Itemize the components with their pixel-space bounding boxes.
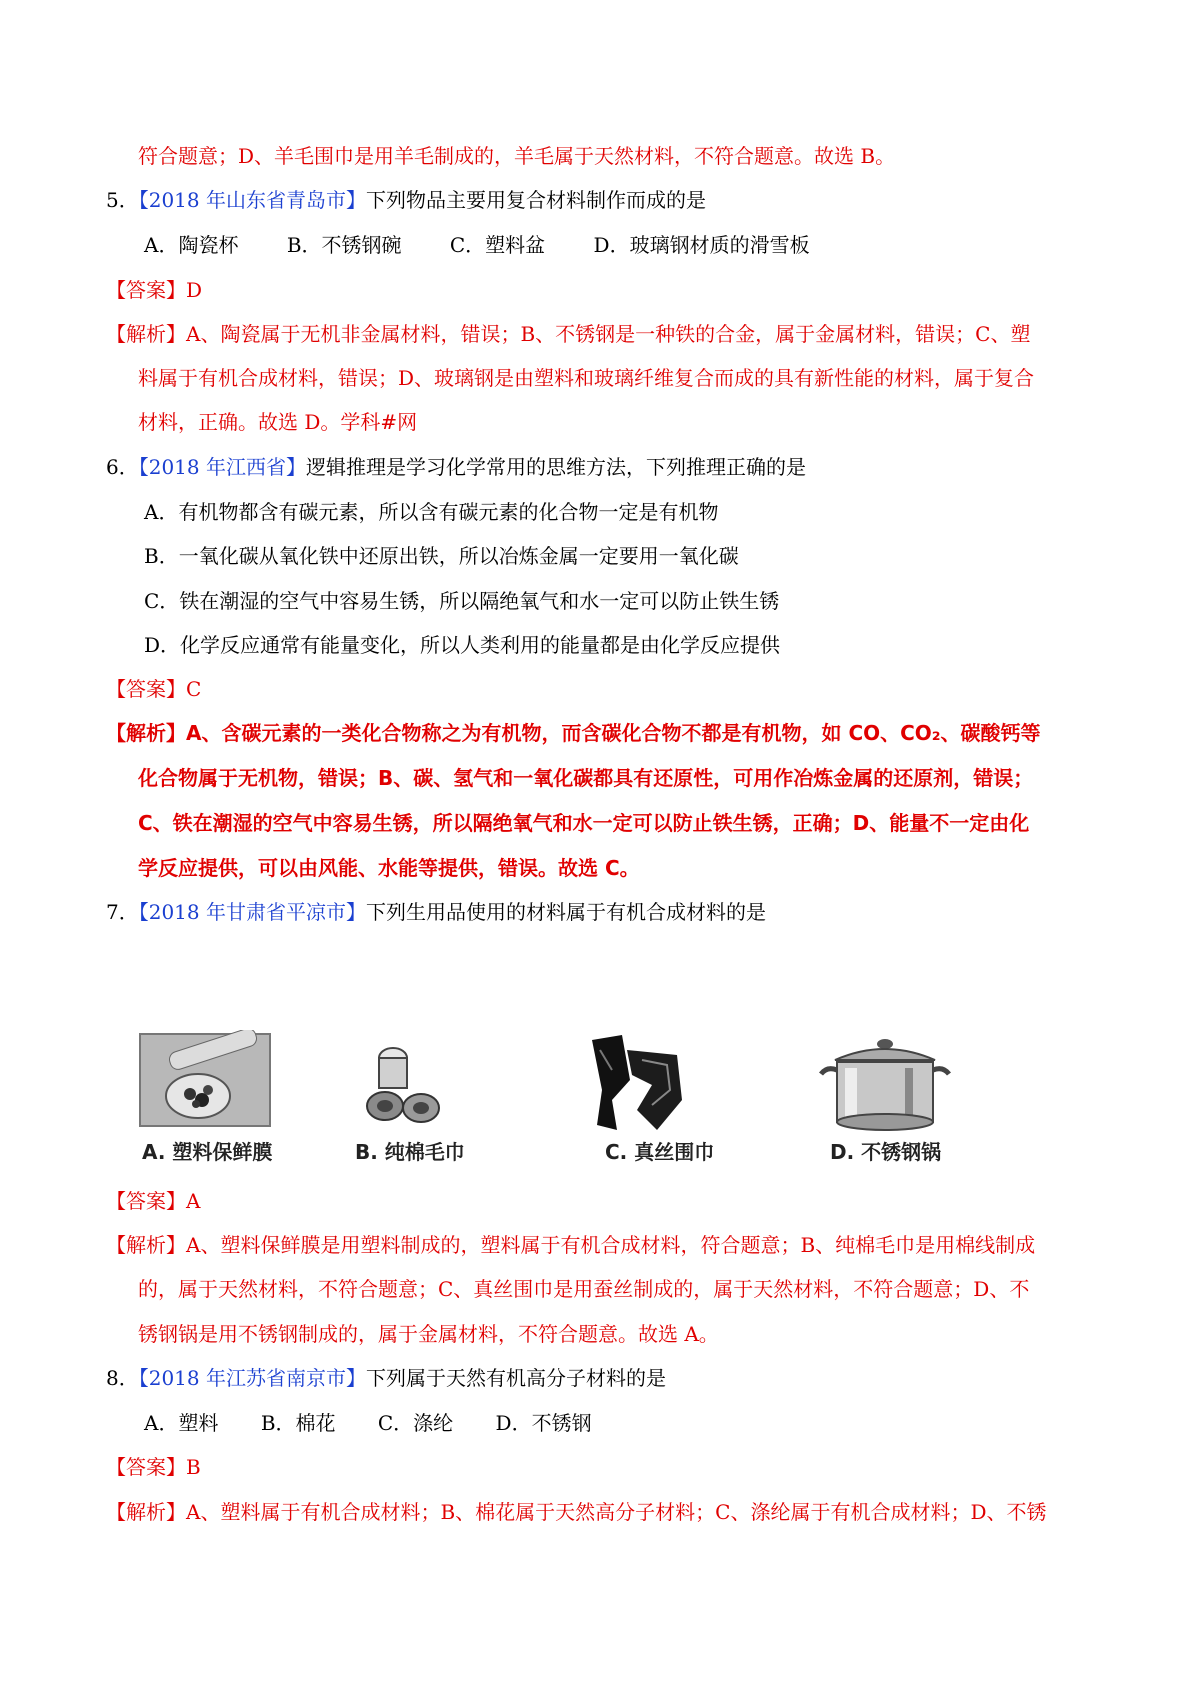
answer-6 bbox=[106, 675, 201, 703]
question-number: 6． bbox=[106, 455, 139, 479]
answer-5 bbox=[106, 276, 202, 304]
option-c: C．塑料盆 bbox=[449, 233, 546, 257]
analysis-text: A、塑料属于有机合成材料；B、棉花属于天然高分子材料；C、涤纶属于有机合成材料；D、不锈 bbox=[186, 1500, 1047, 1524]
answer-8 bbox=[106, 1453, 201, 1481]
question-6-option-d: D．化学反应通常有能量变化，所以人类利用的能量都是由化学反应提供 bbox=[144, 633, 781, 657]
question-number: 5． bbox=[106, 188, 139, 212]
answer-7 bbox=[106, 1187, 200, 1215]
option-b: B．棉花 bbox=[260, 1411, 336, 1435]
intro-analysis-line: 符合题意；D、羊毛围巾是用羊毛制成的，羊毛属于天然材料，不符合题意。故选 B。 bbox=[138, 144, 896, 168]
answer-label: 【答案】 bbox=[106, 677, 186, 701]
question-5-options bbox=[144, 231, 810, 259]
question-source: 【2018 年山东省青岛市】 bbox=[138, 188, 366, 212]
analysis-label: 【解析】 bbox=[106, 1233, 186, 1257]
answer-value: D bbox=[186, 278, 203, 302]
analysis-5-line-3: 材料，正确。故选 D。学科#网 bbox=[138, 410, 418, 434]
analysis-6-line-2: 化合物属于无机物，错误；B、碳、氢气和一氧化碳都具有还原性，可用作冶炼金属的还原剂，错误； bbox=[138, 766, 1034, 790]
question-6-option-b: B．一氧化碳从氧化铁中还原出铁，所以冶炼金属一定要用一氧化碳 bbox=[144, 544, 739, 568]
analysis-6-line-4: 学反应提供，可以由风能、水能等提供，错误。故选 C。 bbox=[138, 856, 640, 880]
question-number: 7． bbox=[106, 900, 139, 924]
analysis-7-line-2: 的，属于天然材料，不符合题意；C、真丝围巾是用蚕丝制成的，属于天然材料，不符合题意；D、不 bbox=[138, 1277, 1030, 1301]
analysis-text: A、含碳元素的一类化合物称之为有机物，而含碳化合物不都是有机物，如 CO、CO₂、碳酸钙等 bbox=[186, 721, 1041, 745]
question-stem: 逻辑推理是学习化学常用的思维方法，下列推理正确的是 bbox=[306, 455, 806, 479]
analysis-5-line-2: 料属于有机合成材料，错误；D、玻璃钢是由塑料和玻璃纤维复合而成的具有新性能的材料，属于复合 bbox=[138, 366, 1035, 390]
question-number: 8． bbox=[106, 1366, 139, 1390]
image-caption-b: B. 纯棉毛巾 bbox=[355, 1140, 465, 1164]
analysis-text: A、塑料保鲜膜是用塑料制成的，塑料属于有机合成材料，符合题意；B、纯棉毛巾是用棉线制成 bbox=[186, 1233, 1036, 1257]
question-source: 【2018 年江苏省南京市】 bbox=[138, 1366, 366, 1390]
option-b: B．不锈钢碗 bbox=[286, 233, 402, 257]
answer-value: A bbox=[186, 1189, 201, 1213]
question-8-options bbox=[144, 1409, 592, 1437]
answer-label: 【答案】 bbox=[106, 1455, 186, 1479]
question-source: 【2018 年甘肃省平凉市】 bbox=[138, 900, 366, 924]
analysis-6-line-3: C、铁在潮湿的空气中容易生锈，所以隔绝氧气和水一定可以防止铁生锈，正确；D、能量不一定由化 bbox=[138, 811, 1030, 835]
option-d: D．不锈钢 bbox=[495, 1411, 592, 1435]
analysis-8-line-1 bbox=[106, 1498, 1046, 1526]
option-a: A．塑料 bbox=[144, 1411, 219, 1435]
question-6 bbox=[106, 453, 806, 481]
analysis-7-line-3: 锈钢锅是用不锈钢制成的，属于金属材料，不符合题意。故选 A。 bbox=[138, 1322, 719, 1346]
image-caption-d: D. 不锈钢锅 bbox=[830, 1140, 942, 1164]
analysis-label: 【解析】 bbox=[106, 1500, 186, 1524]
image-caption-c: C. 真丝围巾 bbox=[605, 1140, 715, 1164]
answer-label: 【答案】 bbox=[106, 278, 186, 302]
analysis-label: 【解析】 bbox=[106, 322, 186, 346]
question-stem: 下列属于天然有机高分子材料的是 bbox=[366, 1366, 666, 1390]
analysis-text: A、陶瓷属于无机非金属材料，错误；B、不锈钢是一种铁的合金，属于金属材料，错误；C、塑 bbox=[186, 322, 1031, 346]
option-a: A．陶瓷杯 bbox=[144, 233, 239, 257]
question-6-option-c: C．铁在潮湿的空气中容易生锈，所以隔绝氧气和水一定可以防止铁生锈 bbox=[144, 589, 780, 613]
answer-value: C bbox=[186, 677, 202, 701]
analysis-5-line-1 bbox=[106, 320, 1030, 348]
question-stem: 下列物品主要用复合材料制作而成的是 bbox=[366, 188, 706, 212]
analysis-6-line-1 bbox=[106, 719, 1041, 747]
image-caption-a: A. 塑料保鲜膜 bbox=[142, 1140, 273, 1164]
analysis-label: 【解析】 bbox=[106, 721, 186, 745]
analysis-7-line-1 bbox=[106, 1231, 1035, 1259]
question-5 bbox=[106, 186, 706, 214]
answer-label: 【答案】 bbox=[106, 1189, 186, 1213]
answer-value: B bbox=[186, 1455, 201, 1479]
question-source: 【2018 年江西省】 bbox=[138, 455, 306, 479]
question-7 bbox=[106, 898, 766, 926]
question-6-option-a: A．有机物都含有碳元素，所以含有碳元素的化合物一定是有机物 bbox=[144, 500, 719, 524]
question-stem: 下列生用品使用的材料属于有机合成材料的是 bbox=[366, 900, 766, 924]
question-8 bbox=[106, 1364, 666, 1392]
option-c: C．涤纶 bbox=[377, 1411, 454, 1435]
option-d: D．玻璃钢材质的滑雪板 bbox=[593, 233, 810, 257]
